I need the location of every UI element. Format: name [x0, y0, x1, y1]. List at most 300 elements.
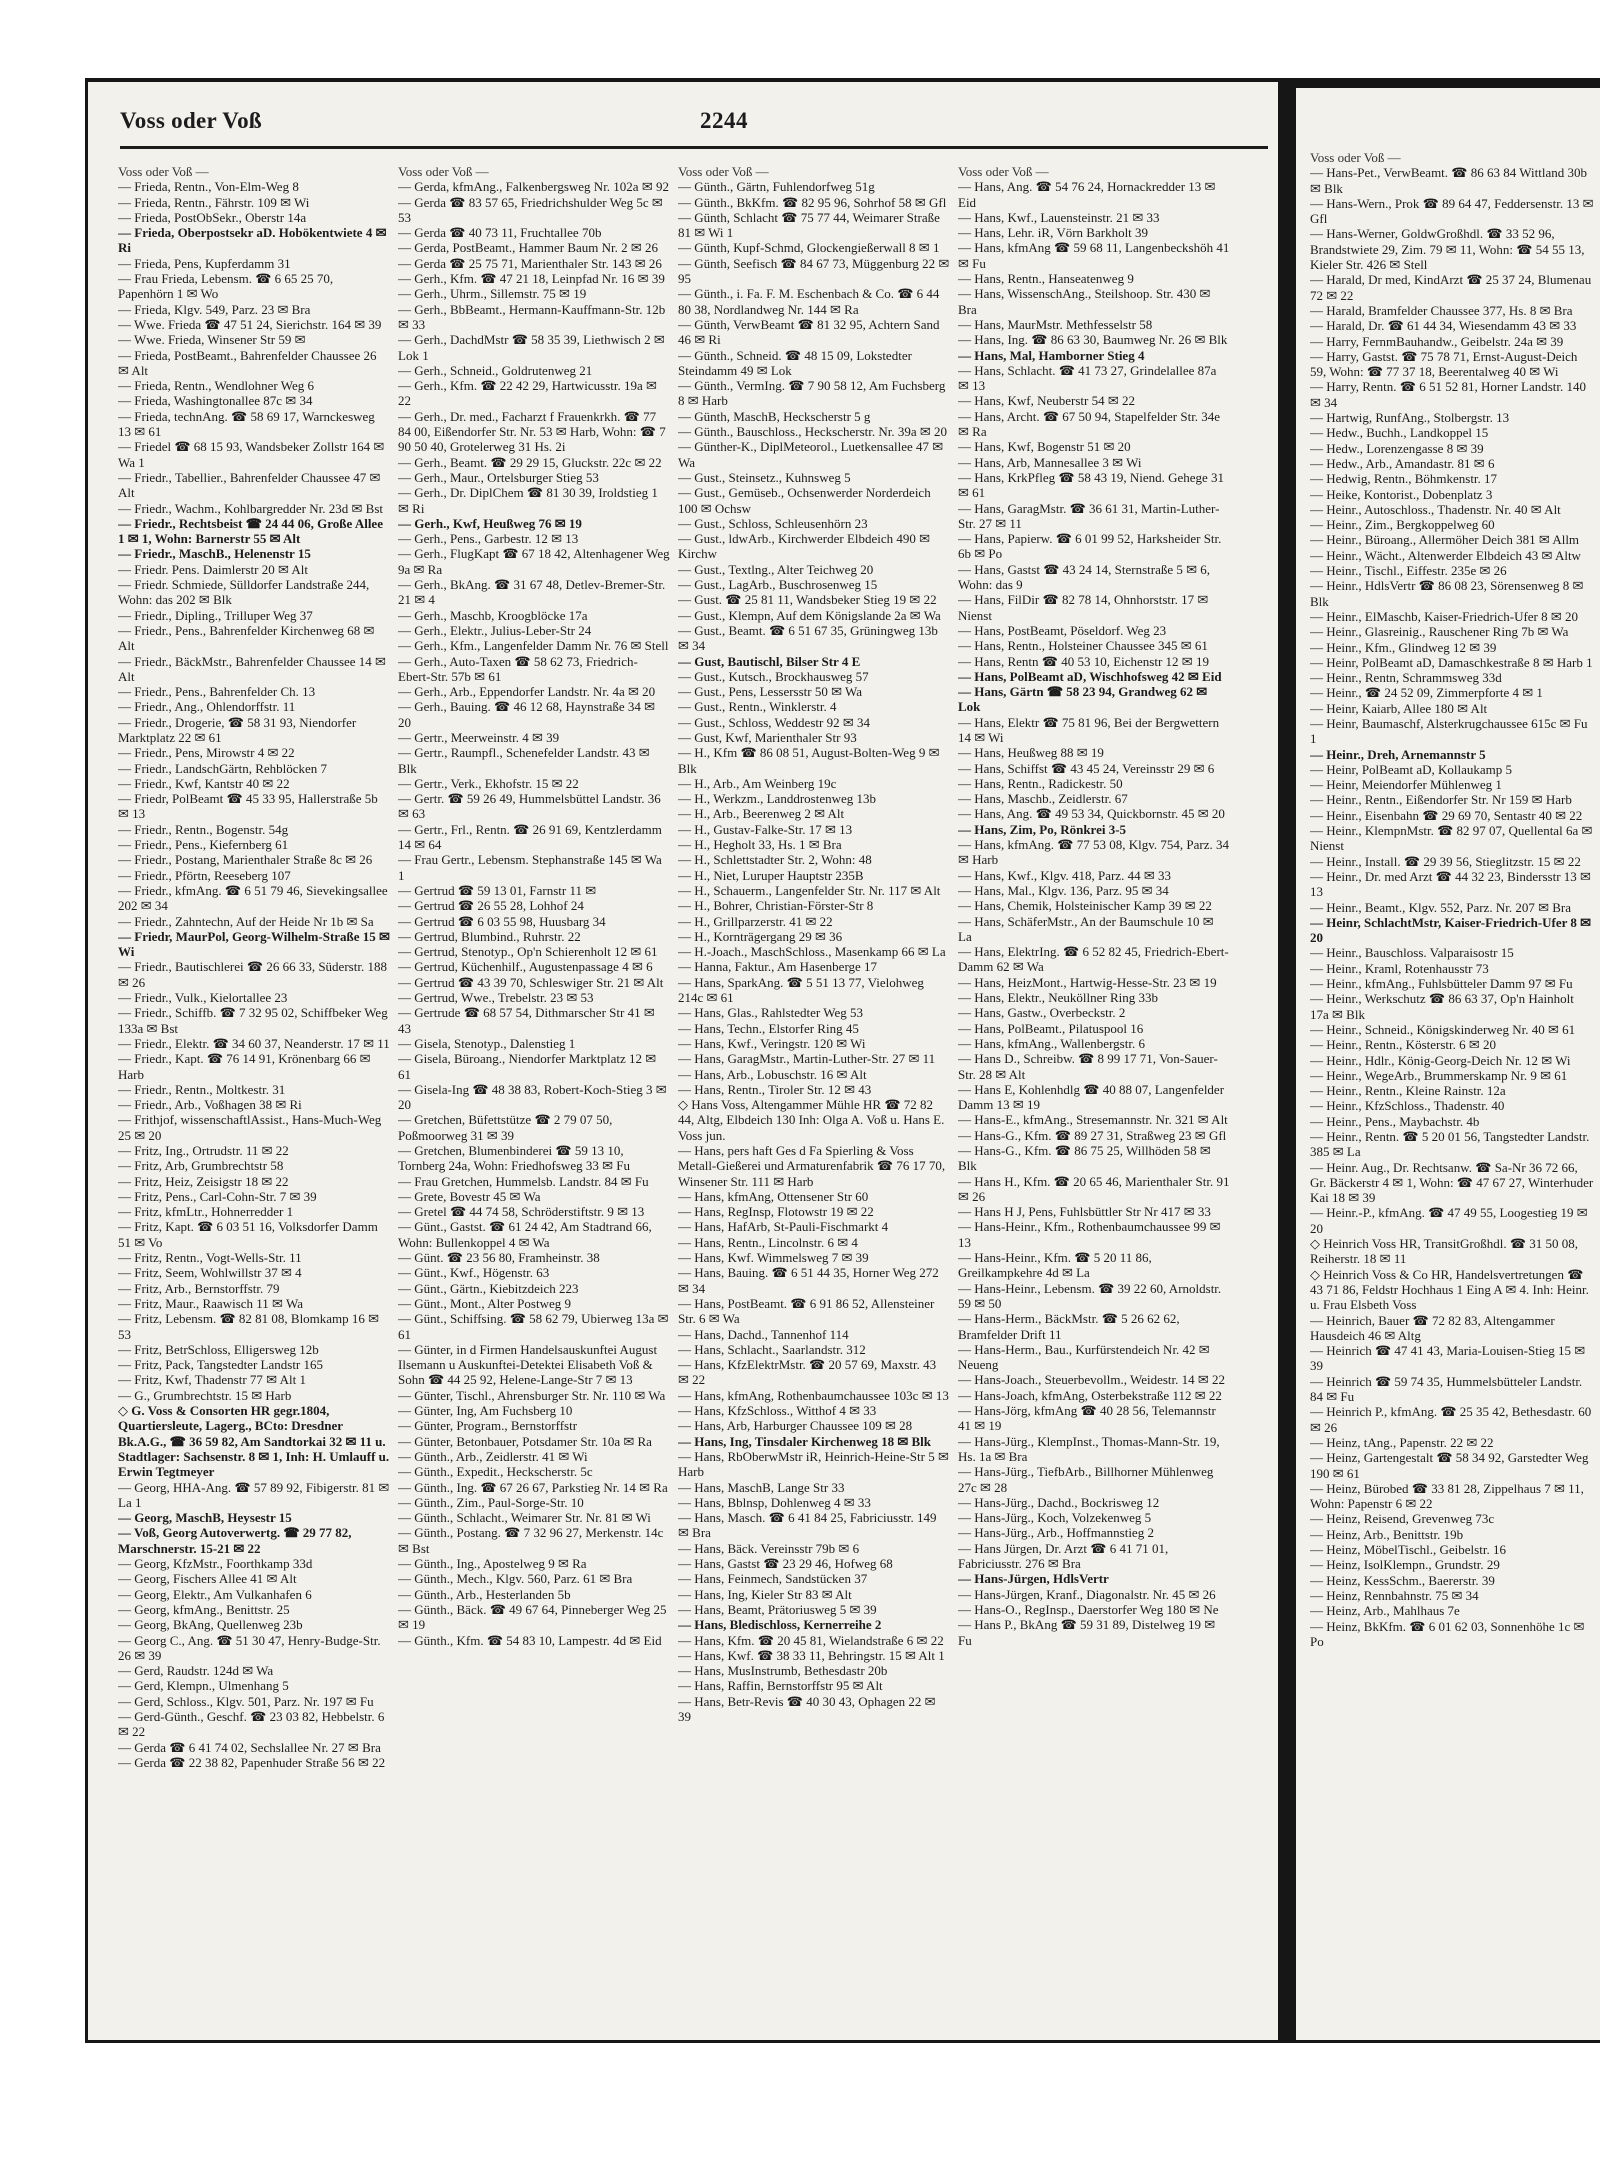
directory-entry: — H., Schauerm., Langenfelder Str. Nr. 117 ✉ Alt — [678, 882, 941, 898]
running-head: Voss oder Voß — [120, 108, 262, 133]
directory-entry: — Günth, Kupf-Schmd, Glockengießerwall 8 ✉ 1 — [678, 240, 940, 256]
directory-entry: — Hans, kfmAng. ☎ 77 53 08, Klgv. 754, Parz. 34 ✉ Harb — [958, 837, 1229, 868]
directory-entry: — Gerda ☎ 83 57 65, Friedrichshulder Weg 5c ✉ 53 — [398, 194, 663, 225]
directory-entry: — Hans, Kwf., Veringstr. 120 ✉ Wi — [678, 1035, 866, 1051]
directory-entry: — Fritz, Heiz, Zeisigstr 18 ✉ 22 — [118, 1173, 289, 1189]
directory-entry: — Heinz, Arb., Benittstr. 19b — [1310, 1526, 1464, 1542]
directory-entry: — Gerda, kfmAng., Falkenbergsweg Nr. 102a ✉ 92 — [398, 179, 669, 195]
directory-entry: — Hedw., Buchh., Landkoppel 15 — [1310, 425, 1489, 441]
directory-entry: — Georg, BkAng, Quellenweg 23b — [118, 1617, 303, 1633]
directory-entry: — Heinr.-P., kfmAng. ☎ 47 49 55, Loogestieg 19 ✉ 20 — [1310, 1205, 1588, 1236]
directory-entry: — Hans, Beamt, Prätoriusweg 5 ✉ 39 — [678, 1601, 877, 1617]
directory-entry: — Gertrude ☎ 68 57 54, Dithmarscher Str 41 ✉ 43 — [398, 1005, 655, 1036]
directory-entry: — Günth., Expedit., Heckscherstr. 5c — [398, 1464, 593, 1480]
directory-entry: — Friedr., Drogerie, ☎ 58 31 93, Niendorfer Marktplatz 22 ✉ 61 — [118, 714, 357, 745]
directory-entry: — Hans, Raffin, Bernstorffstr 95 ✉ Alt — [678, 1678, 883, 1694]
directory-entry: — Gerda ☎ 25 75 71, Marienthaler Str. 143 ✉ 26 — [398, 255, 662, 271]
directory-entry: — Hans, Glas., Rahlstedter Weg 53 — [678, 1005, 864, 1021]
directory-entry: — Günth., Schlacht., Weimarer Str. Nr. 81 ✉ Wi — [398, 1510, 651, 1526]
directory-entry: — Gertrud, Küchenhilf., Augustenpassage 4 ✉ 6 — [398, 959, 653, 975]
directory-entry: — Gertrud, Wwe., Trebelstr. 23 ✉ 53 — [398, 990, 594, 1006]
directory-column-1 — [118, 164, 390, 2024]
directory-entry: — H., Gustav-Falke-Str. 17 ✉ 13 — [678, 821, 853, 837]
directory-entry: — Friedr., Elektr. ☎ 34 60 37, Neanderstr. 17 ✉ 11 — [118, 1035, 390, 1051]
directory-entry: — Günth., Bauschloss., Heckscherstr. Nr. 39a ✉ 20 — [678, 424, 948, 440]
directory-entry: — Gerd, Klempn., Ulmenhang 5 — [118, 1678, 289, 1694]
directory-entry: — Friedr., Rentn., Moltkestr. 31 — [118, 1081, 286, 1097]
directory-entry: — Fritz, Maur., Raawisch 11 ✉ Wa — [118, 1295, 303, 1311]
directory-entry: — Heinrich P., kfmAng. ☎ 25 35 42, Bethesdastr. 60 ✉ 26 — [1310, 1404, 1592, 1435]
directory-entry: — Gust., Schloss, Schleusenhörn 23 — [678, 515, 868, 531]
directory-entry: — Günth, Seefisch ☎ 84 67 73, Müggenburg 22 ✉ 95 — [678, 255, 950, 287]
directory-entry: — Friedr, PolBeamt ☎ 45 33 95, Hallerstraße 5b ✉ 13 — [118, 791, 378, 822]
directory-entry: — Hans, Gastst ☎ 23 29 46, Hofweg 68 — [678, 1556, 893, 1572]
directory-entry: — Friedr., Pens, Mirowstr 4 ✉ 22 — [118, 745, 295, 761]
directory-entry: — Heinr. Aug., Dr. Rechtsanw. ☎ Sa-Nr 36 72 66, Gr. Bäckerstr 4 ✉ 1, Wohn: ☎ 47 67 27, Winterhuder Kai 18 ✉ 39 — [1310, 1159, 1594, 1206]
directory-entry: — Hans, SparkAng. ☎ 5 51 13 77, Vielohweg 214c ✉ 61 — [678, 974, 924, 1006]
directory-entry: — Heinr., KlempnMstr. ☎ 82 97 07, Quellental 6a ✉ Nienst — [1310, 823, 1593, 854]
directory-entry: — Hans, Arb, Harburger Chaussee 109 ✉ 28 — [678, 1418, 913, 1434]
directory-entry: — Hans P., BkAng ☎ 59 31 89, Distelweg 19 ✉ Fu — [958, 1617, 1216, 1648]
directory-entry: — Hans-Joach., Steuerbevollm., Weidestr. 14 ✉ 22 — [958, 1372, 1226, 1388]
directory-entry: — Hans Jürgen, Dr. Arzt ☎ 6 41 71 01, Fabriciusstr. 276 ✉ Bra — [958, 1540, 1169, 1572]
directory-entry: — Gust., Textlng., Alter Teichweg 20 — [678, 561, 874, 577]
directory-entry: — Frau Frieda, Lebensm. ☎ 6 65 25 70, Papenhörn 1 ✉ Wo — [118, 271, 334, 302]
directory-entry: — H., Werkzm., Landdrostenweg 13b — [678, 791, 877, 807]
directory-entry: — Gretchen, Büfettstütze ☎ 2 79 07 50, Poßmoorweg 31 ✉ 39 — [398, 1112, 613, 1143]
directory-entry: — H., Bohrer, Christian-Förster-Str 8 — [678, 898, 874, 914]
directory-entry: — Heinr., ElMaschb, Kaiser-Friedrich-Ufer 8 ✉ 20 — [1310, 608, 1579, 624]
directory-entry: — Hans, KrkPfleg ☎ 58 43 19, Niend. Gehege 31 ✉ 61 — [958, 469, 1225, 501]
directory-entry: — Gerh., Uhrm., Sillemstr. 75 ✉ 19 — [398, 286, 587, 302]
directory-entry: — Gisela, Stenotyp., Dalenstieg 1 — [398, 1035, 576, 1051]
directory-entry: — Gust, Kwf, Marienthaler Str 93 — [678, 729, 857, 745]
directory-entry: — Heinr., KfzSchloss., Thadenstr. 40 — [1310, 1098, 1505, 1114]
directory-entry: — Gertr. ☎ 59 26 49, Hummelsbüttel Landstr. 36 ✉ 63 — [398, 791, 661, 822]
directory-entry: — Friedr., Pförtn, Reeseberg 107 — [118, 867, 291, 883]
directory-entry: — Hans E, Kohlenhdlg ☎ 40 88 07, Langenfelder Damm 13 ✉ 19 — [958, 1081, 1225, 1113]
directory-entry: — Günther-K., DiplMeteorol., Luetkensallee 47 ✉ Wa — [678, 439, 944, 470]
directory-entry: — Gust., ldwArb., Kirchwerder Elbdeich 490 ✉ Kirchw — [678, 531, 931, 562]
directory-entry: — Friedr., Arb., Voßhagen 38 ✉ Ri — [118, 1097, 302, 1113]
directory-entry: — Hans, RegInsp, Flotowstr 19 ✉ 22 — [678, 1204, 874, 1220]
directory-entry: — Günt., Mont., Alter Postweg 9 — [398, 1295, 571, 1311]
directory-entry: — Heinr., Pens., Maybachstr. 4b — [1310, 1113, 1480, 1129]
directory-entry: — Hans, Rentn., Radickestr. 50 — [958, 775, 1123, 791]
directory-entry: — Heinr., Werkschutz ☎ 86 63 37, Op'n Hainholt 17a ✉ Blk — [1310, 991, 1574, 1022]
directory-entry: ◇ Heinrich Voss HR, TransitGroßhdl. ☎ 31 50 08, Reiherstr. 18 ✉ 11 — [1310, 1236, 1579, 1267]
directory-entry: — Hans-Wern., Prok ☎ 89 64 47, Feddersenstr. 13 ✉ Gfl — [1310, 195, 1594, 227]
directory-entry: — Heinr., Dreh, Arnemannstr 5 — [1310, 746, 1486, 762]
directory-entry: — Frieda, PostObSekr., Oberstr 14a — [118, 209, 307, 225]
directory-entry: — Friedr., Pens., Bahrenfelder Ch. 13 — [118, 684, 316, 700]
directory-entry: — H., Niet, Luruper Hauptstr 235B — [678, 867, 864, 883]
directory-entry: — H., Grillparzerstr. 41 ✉ 22 — [678, 913, 833, 929]
directory-entry: — Gertrud, Blumbind., Ruhrstr. 22 — [398, 928, 581, 944]
directory-entry: — Hans-Jürg., TiefbArb., Billhorner Mühlenweg 27c ✉ 28 — [958, 1464, 1214, 1495]
directory-entry: — Friedr. Pens. Daimlerstr 20 ✉ Alt — [118, 561, 308, 577]
directory-entry: — Harry, Gastst. ☎ 75 78 71, Ernst-August-Deich 59, Wohn: ☎ 77 37 18, Beerentalweg 40 ✉ Wi — [1310, 348, 1578, 380]
directory-entry: — Heinr, SchlachtMstr, Kaiser-Friedrich-Ufer 8 ✉ 20 — [1310, 914, 1592, 946]
directory-entry: — Heinr., Rentn. ☎ 5 20 01 56, Tangstedter Landstr. 385 ✉ La — [1310, 1129, 1590, 1160]
directory-entry: — Fritz, Kapt. ☎ 6 03 51 16, Volksdorfer Damm 51 ✉ Vo — [118, 1219, 378, 1250]
directory-entry: — Hans, Heußweg 88 ✉ 19 — [958, 745, 1104, 761]
directory-entry: — Hans, Kwf. ☎ 38 33 11, Behringstr. 15 ✉ Alt 1 — [678, 1647, 945, 1663]
directory-entry: — Hans, Maschb., Zeidlerstr. 67 — [958, 791, 1128, 807]
directory-entry: — Günth., Ing. ☎ 67 26 67, Parkstieg Nr. 14 ✉ Ra — [398, 1479, 668, 1495]
directory-entry: — Hans, MaschB, Lange Str 33 — [678, 1479, 845, 1495]
directory-entry: — Günth, Schlacht ☎ 75 77 44, Weimarer Straße 81 ✉ Wi 1 — [678, 209, 940, 241]
directory-entry: — Hans, Papierw. ☎ 6 01 99 52, Harksheider Str. 6b ✉ Po — [958, 531, 1222, 562]
directory-entry: — Friedr., Wachm., Kohlbargredder Nr. 23d ✉ Bst — [118, 500, 383, 516]
directory-entry: — Heike, Kontorist., Dobenplatz 3 — [1310, 486, 1493, 502]
directory-entry: — Frithjof, wissenschaftlAssist., Hans-Much-Weg 25 ✉ 20 — [118, 1112, 382, 1143]
directory-entry: — Heinz, IsolKlempn., Grundstr. 29 — [1310, 1557, 1500, 1573]
directory-entry: — Hans, PolBeamt aD, Wischhofsweg 42 ✉ Eid — [958, 668, 1222, 684]
directory-entry: — Hans D., Schreibw. ☎ 8 99 17 71, Von-Sauer-Str. 28 ✉ Alt — [958, 1051, 1218, 1082]
directory-entry: — Heinr, Baumaschf, Alsterkrugchaussee 615c ✉ Fu 1 — [1310, 715, 1588, 747]
directory-entry: — Gust., Pens, Lessersstr 50 ✉ Wa — [678, 684, 863, 700]
directory-entry: — Gretchen, Blumenbinderei ☎ 59 13 10, Tornberg 24a, Wohn: Friedhofsweg 33 ✉ Fu — [398, 1143, 630, 1174]
directory-entry: — Hans, Rentn., Lincolnstr. 6 ✉ 4 — [678, 1234, 858, 1250]
column-continuation-head: Voss oder Voß — — [398, 164, 489, 179]
directory-entry: — Friedel ☎ 68 15 93, Wandsbeker Zollstr 164 ✉ Wa 1 — [118, 439, 385, 470]
directory-entry: — Günth., VermIng. ☎ 7 90 58 12, Am Fuchsberg 8 ✉ Harb — [678, 378, 946, 409]
directory-entry: — Heinr., Schneid., Königskinderweg Nr. 40 ✉ 61 — [1310, 1021, 1576, 1037]
directory-entry: — Gust., Schloss, Weddestr 92 ✉ 34 — [678, 714, 870, 730]
directory-entry: — Heinr., Rentn., Kösterstr. 6 ✉ 20 — [1310, 1037, 1497, 1053]
directory-entry: — Gerh., Schneid., Goldrutenweg 21 — [398, 362, 593, 378]
directory-column-5 — [1310, 150, 1594, 2010]
directory-entry: — H.-Joach., MaschSchloss., Masenkamp 66 ✉ La — [678, 944, 946, 960]
directory-entry: — Gust, Bautischl, Bilser Str 4 E — [678, 653, 861, 669]
directory-entry: — Hans, kfmAng ☎ 59 68 11, Langenbeckshöh 41 ✉ Fu — [958, 240, 1230, 271]
directory-entry: — Friedr, MaurPol, Georg-Wilhelm-Straße 15 ✉ Wi — [118, 928, 390, 960]
directory-entry: — Hans, Gastw., Overbeckstr. 2 — [958, 1005, 1126, 1021]
directory-entry: — Fritz, Pack, Tangstedter Landstr 165 — [118, 1357, 324, 1373]
directory-entry: — Hans, Kwf. Wimmelsweg 7 ✉ 39 — [678, 1250, 869, 1266]
directory-entry: — Hans-Herm., Bau., Kurfürstendeich Nr. 42 ✉ Neueng — [958, 1341, 1210, 1373]
directory-entry: — Gerh., BbBeamt., Hermann-Kauffmann-Str. 12b ✉ 33 — [398, 301, 666, 332]
directory-entry: — Hans-Jürg., Koch, Volzekenweg 5 — [958, 1510, 1152, 1526]
page-header — [120, 108, 1268, 148]
directory-entry: — Frieda, Oberpostsekr aD. Hobökentwiete 4 ✉ Ri — [118, 225, 387, 256]
directory-entry: — Hans-Herm., BäckMstr. ☎ 5 26 62 62, Bramfelder Drift 11 — [958, 1311, 1180, 1342]
directory-entry: — Hans, kfmAng., Wallenbergstr. 6 — [958, 1035, 1145, 1051]
directory-entry: — H., Schlettstadter Str. 2, Wohn: 48 — [678, 852, 872, 868]
directory-entry: — Hans-Heinr., Lebensm. ☎ 39 22 60, Arnoldstr. 59 ✉ 50 — [958, 1280, 1222, 1311]
directory-entry: — Fritz, BetrSchloss, Elligersweg 12b — [118, 1341, 319, 1357]
directory-entry: — Heinr., Install. ☎ 29 39 56, Stieglitzstr. 15 ✉ 22 — [1310, 853, 1581, 869]
directory-entry: — Friedr., Rechtsbeist ☎ 24 44 06, Große Allee 1 ✉ 1, Wohn: Barnerstr 55 ✉ Alt — [118, 515, 383, 547]
directory-entry: — Gust., Steinsetz., Kuhnsweg 5 — [678, 469, 851, 485]
directory-entry: — Gerh., Pens., Garbestr. 12 ✉ 13 — [398, 531, 579, 547]
directory-entry: — Hans, Ing. ☎ 86 63 30, Baumweg Nr. 26 ✉ Blk — [958, 332, 1228, 348]
directory-entry: — Hans, Elektr ☎ 75 81 96, Bei der Bergwettern 14 ✉ Wi — [958, 714, 1220, 745]
directory-entry: — Hans H., Kfm. ☎ 20 65 46, Marienthaler Str. 91 ✉ 26 — [958, 1173, 1230, 1204]
directory-entry: — Gerh., Bauing. ☎ 46 12 68, Haynstraße 34 ✉ 20 — [398, 699, 656, 730]
directory-entry: — Heinr., kfmAng., Fuhlsbütteler Damm 97 ✉ Fu — [1310, 976, 1573, 992]
directory-entry: — Hans-Jürgen, Kranf., Diagonalstr. Nr. 45 ✉ 26 — [958, 1586, 1216, 1602]
directory-entry: — Hans, Mal, Hamborner Stieg 4 — [958, 347, 1145, 363]
directory-entry: — Günt., Kwf., Högenstr. 63 — [398, 1265, 550, 1281]
directory-entry: — Wwe. Frieda ☎ 47 51 24, Sierichstr. 164 ✉ 39 — [118, 316, 382, 332]
directory-entry: — Hans, MusInstrumb, Bethesdastr 20b — [678, 1663, 888, 1679]
directory-entry: — Friedr., Pens., Kiefernberg 61 — [118, 837, 289, 853]
header-rule — [120, 146, 1268, 149]
page-number: 2244 — [700, 108, 748, 133]
directory-entry: — Hans, Masch. ☎ 6 41 84 25, Fabriciusstr. 149 ✉ Bra — [678, 1510, 937, 1541]
directory-entry: — Günth., i. Fa. F. M. Eschenbach & Co. ☎ 6 44 80 38, Nordlandweg Nr. 144 ✉ Ra — [678, 286, 940, 317]
directory-entry: — Georg, HHA-Ang. ☎ 57 89 92, Fibigerstr. 81 ✉ La 1 — [118, 1479, 390, 1510]
directory-entry: — Hans-Jürg., KlempInst., Thomas-Mann-Str. 19, Hs. 1a ✉ Bra — [958, 1433, 1220, 1464]
directory-entry: — Hans, Lehr. iR, Vörn Barkholt 39 — [958, 225, 1149, 241]
directory-entry: — Frieda, Rentn., Fährstr. 109 ✉ Wi — [118, 194, 310, 210]
directory-entry: — Günth., Bäck. ☎ 49 67 64, Pinneberger Weg 25 ✉ 19 — [398, 1601, 667, 1633]
directory-page — [88, 82, 1278, 2040]
directory-entry: — Hans-Heinr., Kfm. ☎ 5 20 11 86, Greilkampkehre 4d ✉ La — [958, 1250, 1152, 1281]
directory-entry: — Heinr, Kaiarb, Allee 180 ✉ Alt — [1310, 700, 1488, 716]
directory-entry: — Gerh., FlugKapt ☎ 67 18 42, Altenhagener Weg 9a ✉ Ra — [398, 546, 670, 577]
directory-entry: — Günt., Gastst. ☎ 61 24 42, Am Stadtrand 66, Wohn: Bullenkoppel 4 ✉ Wa — [398, 1219, 652, 1250]
directory-entry: — Frieda, PostBeamt., Bahrenfelder Chaussee 26 ✉ Alt — [118, 347, 377, 378]
directory-entry: — Hans-Jürg., Arb., Hoffmannstieg 2 — [958, 1525, 1154, 1541]
directory-entry: — Heinr, PolBeamt aD, Kollaukamp 5 — [1310, 761, 1513, 777]
directory-entry: — Hans, Mal., Klgv. 136, Parz. 95 ✉ 34 — [958, 882, 1169, 898]
directory-entry: — Gertr., Verk., Ekhofstr. 15 ✉ 22 — [398, 775, 579, 791]
directory-entry: — Hans-E., kfmAng., Stresemannstr. Nr. 321 ✉ Alt — [958, 1112, 1228, 1128]
directory-entry: — Heinr., Kfm., Glindweg 12 ✉ 39 — [1310, 639, 1497, 655]
directory-entry: — Heinr., Eisenbahn ☎ 29 69 70, Sentastr 40 ✉ 22 — [1310, 807, 1583, 823]
directory-entry: — Gerda ☎ 22 38 82, Papenhuder Straße 56 ✉ 22 — [118, 1754, 386, 1770]
directory-entry: — Gerh., Maschb, Kroogblöcke 17a — [398, 607, 588, 623]
directory-entry: — Georg, kfmAng., Benittstr. 25 — [118, 1601, 290, 1617]
directory-entry: — Gretel ☎ 44 74 58, Schröderstiftstr. 9 ✉ 13 — [398, 1204, 645, 1220]
directory-entry: — Hans, PostBeamt, Pöseldorf. Weg 23 — [958, 622, 1167, 638]
directory-entry: — Heinz, tAng., Papenstr. 22 ✉ 22 — [1310, 1434, 1494, 1450]
directory-entry: — Gerd, Raudstr. 124d ✉ Wa — [118, 1663, 274, 1679]
directory-entry: — Frieda, Washingtonallee 87c ✉ 34 — [118, 393, 313, 409]
directory-entry: — Hans, HeizMont., Hartwig-Hesse-Str. 23 ✉ 19 — [958, 974, 1217, 990]
directory-entry: — Hans, Zim, Po, Rönkrei 3-5 — [958, 821, 1127, 837]
directory-entry: — Friedr., Bautischlerei ☎ 26 66 33, Süderstr. 188 ✉ 26 — [118, 959, 387, 990]
directory-entry: — Günth., Arb., Hesterlanden 5b — [398, 1586, 571, 1602]
directory-entry: — Hans, PolBeamt., Pilatuspool 16 — [958, 1020, 1144, 1036]
directory-entry: — H., Kfm ☎ 86 08 51, August-Bolten-Weg 9 ✉ Blk — [678, 745, 940, 776]
directory-entry: ◇ G. Voss & Consorten HR gegr.1804, Quartiersleute, Lagerg., BCto: Dresdner Bk.A.G., ☎ 36 59 82, Am Sandtorkai 32 ✉ 11 u. Stadtlager: Sachsenstr. 8 ✉ 1, Inh: H. Umlauff u. Erwin Tegtmeyer — [118, 1403, 390, 1480]
directory-entry: — Frieda, Rentn., Von-Elm-Weg 8 — [118, 179, 299, 195]
directory-entry: — Gust., Rentn., Winklerstr. 4 — [678, 699, 837, 715]
directory-entry: — Günth, VerwBeamt ☎ 81 32 95, Achtern Sand 46 ✉ Ri — [678, 316, 940, 348]
directory-entry: — Gust., Gemüseb., Ochsenwerder Norderdeich 100 ✉ Ochsw — [678, 485, 931, 516]
directory-entry: — Friedr., Schiffb. ☎ 7 32 95 02, Schiffbeker Weg 133a ✉ Bst — [118, 1005, 388, 1036]
directory-entry: — Georg, MaschB, Heysestr 15 — [118, 1510, 292, 1526]
directory-entry: — Hans, Gärtn ☎ 58 23 94, Grandweg 62 ✉ Lok — [958, 684, 1208, 715]
directory-entry: — Gertrud, Stenotyp., Op'n Schierenholt 12 ✉ 61 — [398, 944, 658, 960]
directory-entry: — Hans, HafArb, St-Pauli-Fischmarkt 4 — [678, 1219, 889, 1235]
directory-entry: — Hans, MaurMstr. Methfesselstr 58 — [958, 316, 1153, 332]
directory-entry: — Günter, in d Firmen Handelsauskunftei August Ilsemann u Auskunftei-Detektei Elisabeth Voß & Sohn ☎ 44 25 92, Helene-Lange-Str 7 ✉ 13 — [398, 1341, 658, 1388]
directory-entry: — Hans-Jürg., Dachd., Bockrisweg 12 — [958, 1494, 1160, 1510]
directory-entry: — Günt. ☎ 23 56 80, Framheinstr. 38 — [398, 1250, 600, 1266]
directory-entry: — Gerh., Dr. DiplChem ☎ 81 30 39, Iroldstieg 1 ✉ Ri — [398, 485, 658, 516]
directory-entry: ◇ Hans Voss, Altengammer Mühle HR ☎ 72 82 44, Altg, Elbdeich 130 Inh: Olga A. Voß u. Hans E. Voss jun. — [678, 1097, 945, 1143]
directory-entry: — Georg, Fischers Allee 41 ✉ Alt — [118, 1571, 297, 1587]
directory-entry: — Gerh., BkAng. ☎ 31 67 48, Detlev-Bremer-Str. 21 ✉ 4 — [398, 577, 666, 608]
directory-entry: — Gerda ☎ 40 73 11, Fruchtallee 70b — [398, 225, 602, 241]
adjacent-page — [1296, 88, 1600, 2040]
directory-entry: — Friedr., Kapt. ☎ 76 14 91, Krönenbarg 66 ✉ Harb — [118, 1051, 371, 1082]
directory-entry: — Heinz, Rennbahnstr. 75 ✉ 34 — [1310, 1587, 1479, 1603]
directory-entry: — Hans-G., Kfm. ☎ 89 27 31, Straßweg 23 ✉ Gfl — [958, 1127, 1227, 1143]
directory-entry: — Hans, kfmAng, Rothenbaumchaussee 103c ✉ 13 — [678, 1387, 949, 1403]
directory-entry: — Gerh., Dr. med., Facharzt f Frauenkrkh. ☎ 77 84 00, Eißendorfer Str. Nr. 53 ✉ Harb, Wohn: ☎ 7 90 50 40, Grotelerweg 31 Hs. 2i — [398, 408, 666, 455]
directory-entry: — Hans-Jürgen, HdlsVertr — [958, 1571, 1109, 1587]
directory-entry: — Friedr., LandschGärtn, Rehblöcken 7 — [118, 760, 328, 776]
directory-entry: — Günter, Program., Bernstorffstr — [398, 1418, 578, 1434]
column-continuation-head: Voss oder Voß — — [958, 164, 1049, 179]
directory-entry: — Gerd, Schloss., Klgv. 501, Parz. Nr. 197 ✉ Fu — [118, 1693, 374, 1709]
directory-entry: — Fritz, Rentn., Vogt-Wells-Str. 11 — [118, 1250, 302, 1266]
directory-entry: — Hans, Gastst ☎ 43 24 14, Sternstraße 5 ✉ 6, Wohn: das 9 — [958, 561, 1211, 593]
directory-entry: — Heinr., Rentn, Schrammsweg 33d — [1310, 670, 1502, 686]
directory-entry: — Gerh., Arb., Eppendorfer Landstr. Nr. 4a ✉ 20 — [398, 684, 656, 700]
directory-entry: — Hans, Schlacht. ☎ 41 73 27, Grindelallee 87a ✉ 13 — [958, 362, 1217, 394]
directory-entry: — Harry, Rentn. ☎ 6 51 52 81, Horner Landstr. 140 ✉ 34 — [1310, 379, 1587, 410]
directory-entry: — Hans, Chemik, Holsteinischer Kamp 39 ✉ 22 — [958, 898, 1212, 914]
directory-entry: — Gertrud ☎ 43 39 70, Schleswiger Str. 21 ✉ Alt — [398, 974, 664, 990]
directory-entry: — Günt., Gärtn., Kiebitzdeich 223 — [398, 1280, 579, 1296]
directory-entry: — Hans, Rentn., Tiroler Str. 12 ✉ 43 — [678, 1081, 872, 1097]
directory-entry: — Gust., LagArb., Buschrosenweg 15 — [678, 577, 878, 593]
directory-entry: — Fritz, kfmLtr., Hohnerredder 1 — [118, 1204, 294, 1220]
directory-entry: — Gust., Beamt. ☎ 6 51 67 35, Grüningweg 13b ✉ 34 — [678, 622, 938, 654]
directory-entry: — Friedr., BäckMstr., Bahrenfelder Chaussee 14 ✉ Alt — [118, 653, 386, 684]
directory-entry: — Günth., Postang. ☎ 7 32 96 27, Merkenstr. 14c ✉ Bst — [398, 1525, 664, 1556]
directory-entry: — Hans, Bauing. ☎ 6 51 44 35, Horner Weg 272 ✉ 34 — [678, 1265, 939, 1296]
directory-entry: — Hans-G., Kfm. ☎ 86 75 25, Willhöden 58 ✉ Blk — [958, 1143, 1211, 1174]
directory-entry: — Heinz, Gartengestalt ☎ 58 34 92, Garstedter Weg 190 ✉ 61 — [1310, 1450, 1589, 1481]
directory-entry: — Hans, Rentn., Hanseatenweg 9 — [958, 271, 1134, 287]
directory-entry: — Frau Gertr., Lebensm. Stephanstraße 145 ✉ Wa 1 — [398, 852, 662, 883]
column-continuation-head: Voss oder Voß — — [1310, 150, 1401, 165]
directory-entry: — Gerh., Auto-Taxen ☎ 58 62 73, Friedrich-Ebert-Str. 57b ✉ 61 — [398, 653, 638, 684]
directory-entry: — Heinr., ☎ 24 52 09, Zimmerpforte 4 ✉ 1 — [1310, 685, 1543, 701]
directory-entry: — Heinz, Reisend, Grevenweg 73c — [1310, 1511, 1495, 1527]
directory-entry: — Günth., Schneid. ☎ 48 15 09, Lokstedter Steindamm 49 ✉ Lok — [678, 347, 912, 378]
directory-entry: — Gerh., Kfm. ☎ 22 42 29, Hartwicusstr. 19a ✉ 22 — [398, 378, 657, 409]
directory-entry: — Fritz, Arb., Bernstorffstr. 79 — [118, 1280, 280, 1296]
directory-entry: — Hans-O., RegInsp., Daerstorfer Weg 180 ✉ Ne — [958, 1601, 1219, 1617]
directory-entry: — Friedr., Ang., Ohlendorffstr. 11 — [118, 699, 296, 715]
directory-entry: — Hans, Kwf., Lauensteinstr. 21 ✉ 33 — [958, 209, 1160, 225]
directory-entry: — Friedr., Rentn., Bogenstr. 54g — [118, 821, 289, 837]
directory-entry: — Hanna, Faktur., Am Hasenberge 17 — [678, 959, 878, 975]
directory-entry: — Heinr., Rentn., Kleine Rainstr. 12a — [1310, 1083, 1506, 1099]
directory-entry: — Günth., Mech., Klgv. 560, Parz. 61 ✉ Bra — [398, 1571, 633, 1587]
directory-entry: — Heinrich ☎ 59 74 35, Hummelsbütteler Landstr. 84 ✉ Fu — [1310, 1373, 1583, 1405]
directory-entry: — Heinz, Arb., Mahlhaus 7e — [1310, 1603, 1460, 1619]
directory-entry: — Georg, KfzMstr., Foorthkamp 33d — [118, 1556, 313, 1572]
directory-entry: — Fritz, Lebensm. ☎ 82 81 08, Blomkamp 16 ✉ 53 — [118, 1311, 380, 1342]
directory-entry: — Hans-Joach, kfmAng, Osterbekstraße 112 ✉ 22 — [958, 1387, 1222, 1403]
directory-entry: — Hans, Kwf, Neuberstr 54 ✉ 22 — [958, 393, 1135, 409]
directory-entry: — Friedr., Pens., Bahrenfelder Kirchenweg 68 ✉ Alt — [118, 622, 375, 654]
directory-entry: — Gertrud ☎ 6 03 55 98, Huusbarg 34 — [398, 913, 606, 929]
directory-entry: — Heinr., Wächt., Altenwerder Elbdeich 43 ✉ Altw — [1310, 547, 1581, 563]
directory-entry: — Gerd-Günth., Geschf. ☎ 23 03 82, Hebbelstr. 6 ✉ 22 — [118, 1708, 385, 1740]
directory-entry: — Heinr, Meiendorfer Mühlenweg 1 — [1310, 777, 1502, 793]
directory-entry: — Hans, Bledischloss, Kernerreihe 2 — [678, 1617, 882, 1633]
directory-entry: — Hans-Jörg, kfmAng ☎ 40 28 56, Telemannstr 41 ✉ 19 — [958, 1403, 1216, 1434]
directory-entry: — Günt., Schiffsing. ☎ 58 62 79, Ubierweg 13a ✉ 61 — [398, 1311, 669, 1342]
directory-entry: — Gerh., Kfm., Langenfelder Damm Nr. 76 ✉ Stell — [398, 638, 669, 654]
directory-entry: — Heinz, BkKfm. ☎ 6 01 62 03, Sonnenhöhe 1c ✉ Po — [1310, 1618, 1585, 1649]
column-continuation-head: Voss oder Voß — — [118, 164, 209, 179]
directory-entry: — Hans, Ang. ☎ 54 76 24, Hornackredder 13 ✉ Eid — [958, 179, 1216, 210]
directory-entry: — Gust. ☎ 25 81 11, Wandsbeker Stieg 19 ✉ 22 — [678, 592, 937, 608]
directory-entry: — Frau Gretchen, Hummelsb. Landstr. 84 ✉ Fu — [398, 1173, 649, 1189]
directory-entry: — Georg, Elektr., Am Vulkanhafen 6 — [118, 1586, 312, 1602]
directory-entry: — Fritz, Kwf, Thadenstr 77 ✉ Alt 1 — [118, 1372, 306, 1388]
directory-entry: — Hans-Heinr., Kfm., Rothenbaumchaussee 99 ✉ 13 — [958, 1219, 1221, 1250]
directory-entry: — Gerda ☎ 6 41 74 02, Sechslallee Nr. 27 ✉ Bra — [118, 1739, 381, 1755]
directory-entry: — Hans, Rentn ☎ 40 53 10, Eichenstr 12 ✉ 19 — [958, 653, 1209, 669]
directory-entry: — Frieda, Rentn., Wendlohner Weg 6 — [118, 378, 315, 394]
directory-entry: — Gerh., DachdMstr ☎ 58 35 39, Liethwisch 2 ✉ Lok 1 — [398, 332, 665, 363]
directory-entry: — Hans, Ing, Tinsdaler Kirchenweg 18 ✉ Blk — [678, 1433, 932, 1449]
directory-entry: — Gertrud ☎ 59 13 01, Farnstr 11 ✉ — [398, 882, 597, 898]
directory-entry: — Günth., Zim., Paul-Sorge-Str. 10 — [398, 1494, 584, 1510]
directory-entry: — Harry, FernmBauhandw., Geibelstr. 24a ✉ 39 — [1310, 333, 1564, 349]
directory-entry: — Hans, Kfm. ☎ 20 45 81, Wielandstraße 6 ✉ 22 — [678, 1632, 944, 1648]
directory-entry: — Heinz, MöbelTischl., Geibelstr. 16 — [1310, 1542, 1506, 1558]
directory-entry: — Fritz, Pens., Carl-Cohn-Str. 7 ✉ 39 — [118, 1188, 317, 1204]
directory-column-4 — [958, 164, 1230, 2024]
directory-entry: — Hans, Techn., Elstorfer Ring 45 — [678, 1020, 859, 1036]
directory-entry: — Gerh., Kwf, Heußweg 76 ✉ 19 — [398, 515, 582, 531]
directory-entry: — Günter, Tischl., Ahrensburger Str. Nr. 110 ✉ Wa — [398, 1387, 666, 1403]
directory-entry: — Heinr., Beamt., Klgv. 552, Parz. Nr. 207 ✉ Bra — [1310, 899, 1571, 915]
directory-entry: — Hans, Arb., Lobuschstr. 16 ✉ Alt — [678, 1066, 867, 1082]
directory-entry: — Friedr., Tabellier., Bahrenfelder Chaussee 47 ✉ Alt — [118, 469, 381, 501]
directory-entry: — Hans, Kwf., Klgv. 418, Parz. 44 ✉ 33 — [958, 867, 1171, 883]
directory-entry: — Friedr., Vulk., Kielortallee 23 — [118, 990, 288, 1006]
directory-entry: ◇ Heinrich Voss & Co HR, Handelsvertretungen ☎ 43 71 86, Feldstr Hochhaus 1 Eing A ✉ 4. Inh: Heinr. u. Frau Elsbeth Voss — [1310, 1266, 1589, 1313]
directory-entry: — Hans-Pet., VerwBeamt. ☎ 86 63 84 Wittland 30b ✉ Blk — [1310, 165, 1587, 196]
directory-entry: — Hans, Dachd., Tannenhof 114 — [678, 1326, 849, 1342]
directory-entry: — Gertr., Meerweinstr. 4 ✉ 39 — [398, 729, 560, 745]
directory-entry: — Hans, Bblnsp, Dohlenweg 4 ✉ 33 — [678, 1494, 871, 1510]
directory-entry: — Heinr., Kraml, Rotenhausstr 73 — [1310, 960, 1489, 976]
directory-entry: — Hans, Ing, Kieler Str 83 ✉ Alt — [678, 1586, 852, 1602]
directory-entry: — Hans, kfmAng, Ottensener Str 60 — [678, 1188, 869, 1204]
directory-entry: — Heinz, KessSchm., Baererstr. 39 — [1310, 1572, 1495, 1588]
directory-entry: — Hartwig, RunfAng., Stolbergstr. 13 — [1310, 410, 1510, 426]
directory-entry: — Voß, Georg Autoverwertg. ☎ 29 77 82, Marschnerstr. 15-21 ✉ 22 — [118, 1525, 352, 1556]
directory-entry: — Friedr., kfmAng. ☎ 6 51 79 46, Sievekingsallee 202 ✉ 34 — [118, 882, 388, 914]
directory-entry: — Fritz, Arb, Grumbrechtstr 58 — [118, 1158, 284, 1174]
directory-entry: — Friedr., Dipling., Trilluper Weg 37 — [118, 607, 313, 623]
directory-entry: — Grete, Bovestr 45 ✉ Wa — [398, 1188, 541, 1204]
directory-entry: — Heinr., Glasreinig., Rauschener Ring 7b ✉ Wa — [1310, 624, 1569, 640]
directory-entry: — H., Kornträgergang 29 ✉ 36 — [678, 928, 843, 944]
directory-entry: — Hans, Elektr., Neuköllner Ring 33b — [958, 990, 1159, 1006]
directory-entry: — Günter, Betonbauer, Potsdamer Str. 10a ✉ Ra — [398, 1433, 652, 1449]
directory-entry: — Fritz, Ing., Ortrudstr. 11 ✉ 22 — [118, 1143, 289, 1158]
directory-entry: — Heinr., Büroang., Allermöher Deich 381 ✉ Allm — [1310, 532, 1580, 548]
directory-entry: — Gertr., Raumpfl., Schenefelder Landstr. 43 ✉ Blk — [398, 745, 650, 776]
